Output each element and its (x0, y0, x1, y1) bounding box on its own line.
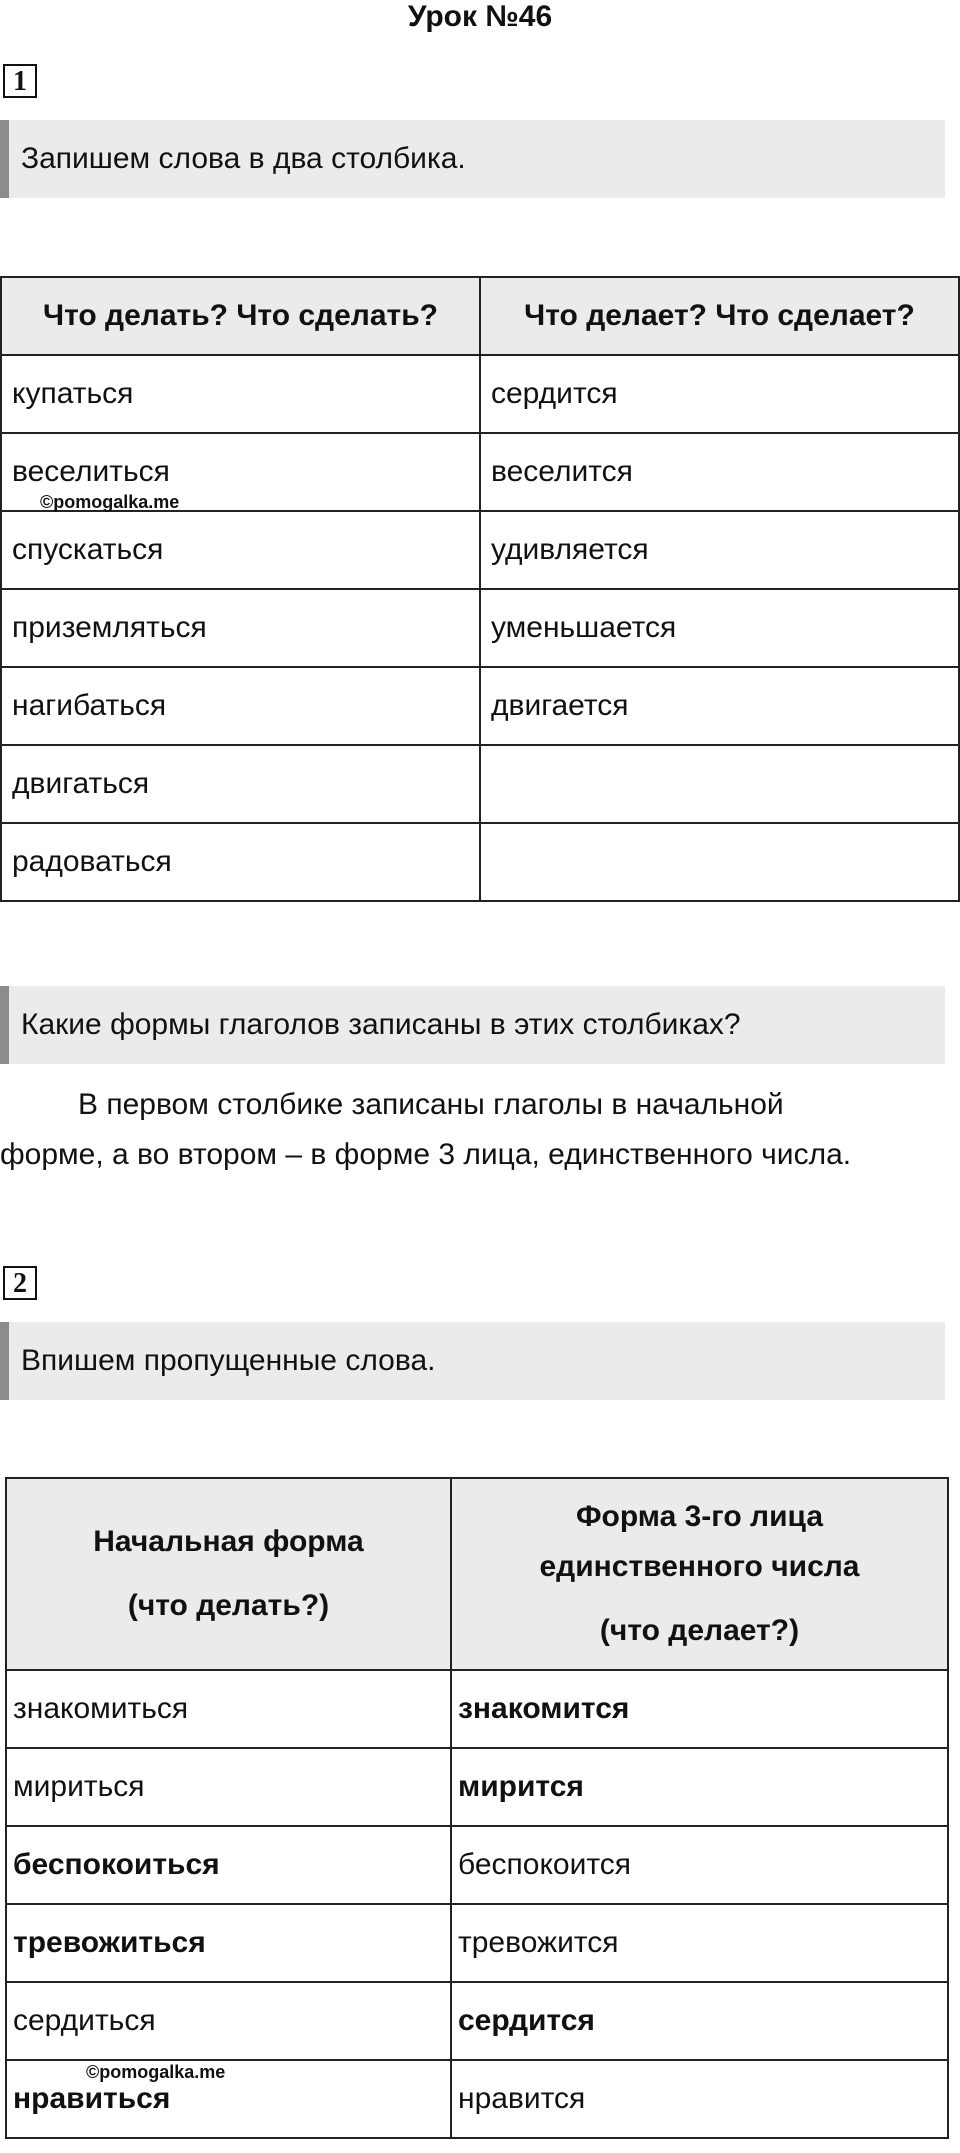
table-cell (480, 823, 959, 901)
header-line: Форма 3-го лица (575, 1500, 824, 1533)
answer-line: форме, а во втором – в форме 3 лица, единственного числа. (0, 1138, 852, 1171)
task-1-question: Какие формы глаголов записаны в этих столбиках? (0, 986, 945, 1064)
table-row (6, 1748, 948, 1826)
table-cell: нравиться (6, 2060, 451, 2138)
table-row (1, 667, 959, 745)
table-row (1, 511, 959, 589)
table-row (1, 589, 959, 667)
table-row (1, 745, 959, 823)
table-cell: нагибаться (1, 667, 480, 745)
task-number-1: 1 (3, 64, 37, 98)
table-cell: радоваться (1, 823, 480, 901)
header-line: Начальная форма (93, 1525, 364, 1558)
table-row (6, 1826, 948, 1904)
watermark: ©pomogalka.me (40, 492, 180, 512)
table-cell: веселиться (1, 433, 480, 511)
table-cell: беспокоится (451, 1826, 948, 1904)
table-cell: удивляется (480, 511, 959, 589)
task-2-instruction: Впишем пропущенные слова. (0, 1322, 945, 1400)
table-cell: двигается (480, 667, 959, 745)
table-cell: уменьшается (480, 589, 959, 667)
table-cell: спускаться (1, 511, 480, 589)
task-number-2: 2 (3, 1266, 37, 1300)
verb-forms-table (0, 276, 960, 902)
answer-line: В первом столбике записаны глаголы в начальной (78, 1088, 784, 1121)
table-cell: беспокоиться (6, 1826, 451, 1904)
table-cell: мириться (6, 1748, 451, 1826)
table-header-row (1, 277, 959, 355)
table-cell (480, 745, 959, 823)
table-row (6, 1982, 948, 2060)
task-1-answer (0, 1080, 960, 1180)
watermark: ©pomogalka.me (86, 2062, 226, 2082)
header-line: (что делать?) (127, 1589, 330, 1622)
table-cell: сердиться (6, 1982, 451, 2060)
page-title: Урок №46 (407, 0, 553, 33)
table-cell: веселится (480, 433, 959, 511)
table-row (1, 355, 959, 433)
table-cell: сердится (480, 355, 959, 433)
table-row (6, 1670, 948, 1748)
missing-words-table (5, 1477, 949, 2139)
header-line: единственного числа (539, 1550, 860, 1583)
table-row (6, 1904, 948, 1982)
header-line: (что делает?) (599, 1614, 800, 1647)
table-row (1, 823, 959, 901)
table-cell: нравится (451, 2060, 948, 2138)
table-cell: купаться (1, 355, 480, 433)
table-cell: приземляться (1, 589, 480, 667)
table-cell: тревожится (451, 1904, 948, 1982)
column-header: Что делает? Что сделает? (480, 277, 959, 355)
table-cell: знакомиться (6, 1670, 451, 1748)
table-cell: знакомится (451, 1670, 948, 1748)
column-header (451, 1478, 948, 1670)
column-header (6, 1478, 451, 1670)
column-header: Что делать? Что сделать? (1, 277, 480, 355)
table-cell: двигаться (1, 745, 480, 823)
table-header-row (6, 1478, 948, 1670)
table-cell: сердится (451, 1982, 948, 2060)
table-cell: мирится (451, 1748, 948, 1826)
table-cell: тревожиться (6, 1904, 451, 1982)
task-1-instruction: Запишем слова в два столбика. (0, 120, 945, 198)
